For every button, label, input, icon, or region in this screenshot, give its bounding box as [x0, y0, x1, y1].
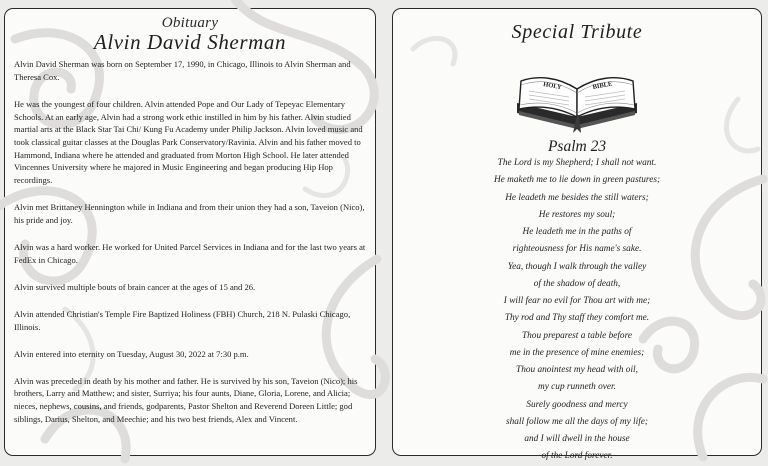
- psalm-line: and I will dwell in the house: [524, 434, 630, 444]
- psalm-line: He leadeth me besides the still waters;: [505, 192, 649, 203]
- psalm-line: of the Lord forever.: [541, 451, 613, 462]
- psalm-title: Psalm 23: [547, 138, 607, 155]
- deceased-name: Alvin David Sherman: [93, 30, 287, 54]
- obituary-paragraph-health: Alvin survived multiple bouts of brain cancer at the ages of 15 and 26.: [14, 281, 256, 292]
- psalm-line: The Lord is my Shepherd; I shall not want.: [497, 158, 657, 168]
- obituary-paragraph-church: Alvin attended Christian's Temple Fire Baptized Holiness (FBH) Church, 218 N. Pulaski Chicago, Illinois.: [14, 308, 351, 332]
- psalm-line: Thou preparest a table before: [521, 330, 632, 341]
- obituary-panel: [4, 8, 376, 456]
- tribute-panel: [392, 8, 762, 462]
- obituary-header: [5, 15, 375, 55]
- obituary-paragraph-survivors: Alvin was preceded in death by his mother and father. He is survived by his son, Taveion (Nico); his brothers, Larry and Matthew; and sister, Surriya; his four aunts, Diane, Gloria, Lorene, and Alicia; nieces, nephews, cousins, and friends, godparents, Pastor Shelton and Reverend Doreen Little; god siblings, Darius, Shelton, and Meechie; and his two best friends, Alex and Vincent.: [14, 375, 358, 424]
- obituary-paragraph-work: Alvin was a hard worker. He worked for United Parcel Services in Indiana and for the last two years at FedEx in Chicago.: [14, 241, 366, 265]
- psalm-line: He restores my soul;: [538, 209, 616, 220]
- psalm-line: me in the presence of mine enemies;: [509, 347, 645, 358]
- obituary-heading: Obituary: [161, 15, 219, 31]
- tribute-title: Special Tribute: [511, 21, 643, 43]
- bible-right-label: BIBLE: [592, 80, 613, 91]
- obituary-paragraph-passing: Alvin entered into eternity on Tuesday, August 30, 2022 at 7:30 p.m.: [14, 348, 249, 359]
- psalm-line: of the shadow of death,: [533, 278, 621, 289]
- obituary-paragraph-birth: Alvin David Sherman was born on September 17, 1990, in Chicago, Illinois to Alvin Sherman and Theresa Cox.: [14, 59, 351, 82]
- psalm-line: Thy rod and Thy staff they comfort me.: [504, 313, 650, 324]
- obituary-body: [14, 58, 370, 440]
- psalm-line: I will fear no evil for Thou art with me;: [503, 296, 651, 306]
- psalm-line: Thou anointest my head with oil,: [516, 365, 638, 375]
- obituary-paragraph-life: He was the youngest of four children. Alvin attended Pope and Our Lady of Tepeyac Elementary Schools. At an early age, Alvin had a strong work ethic instilled in him by his father. Alvin studied martial arts at the Black Star Tai Chi/ Kung Fu Academy under Philip Jackson. Alvin loved music and took classical guitar classes at the Douglas Park Conservatory/Ravinia. Alvin and his father moved to Hammond, Indiana where he attended and graduated from Morton High School. He later attended Vincennes University where he majored in Music Engineering and began producing Hip Hop recordings.: [14, 98, 363, 186]
- psalm-line: righteousness for His name's sake.: [512, 244, 642, 255]
- obituary-paragraph-family: Alvin met Brittaney Hennington while in Indiana and from their union they had a son, Taveion (Nico), his pride and joy.: [14, 202, 365, 225]
- bible-left-label: HOLY: [542, 81, 563, 92]
- psalm-line: Yea, though I walk through the valley: [507, 261, 647, 272]
- open-bible-icon: [513, 67, 641, 135]
- psalm-text: [393, 155, 761, 466]
- psalm-line: my cup runneth over.: [538, 382, 616, 393]
- psalm-line: shall follow me all the days of my life;: [505, 416, 649, 427]
- psalm-line: He leadeth me in the paths of: [522, 227, 632, 237]
- psalm-line: Surely goodness and mercy: [526, 399, 628, 410]
- psalm-line: He maketh me to lie down in green pastures;: [493, 175, 661, 186]
